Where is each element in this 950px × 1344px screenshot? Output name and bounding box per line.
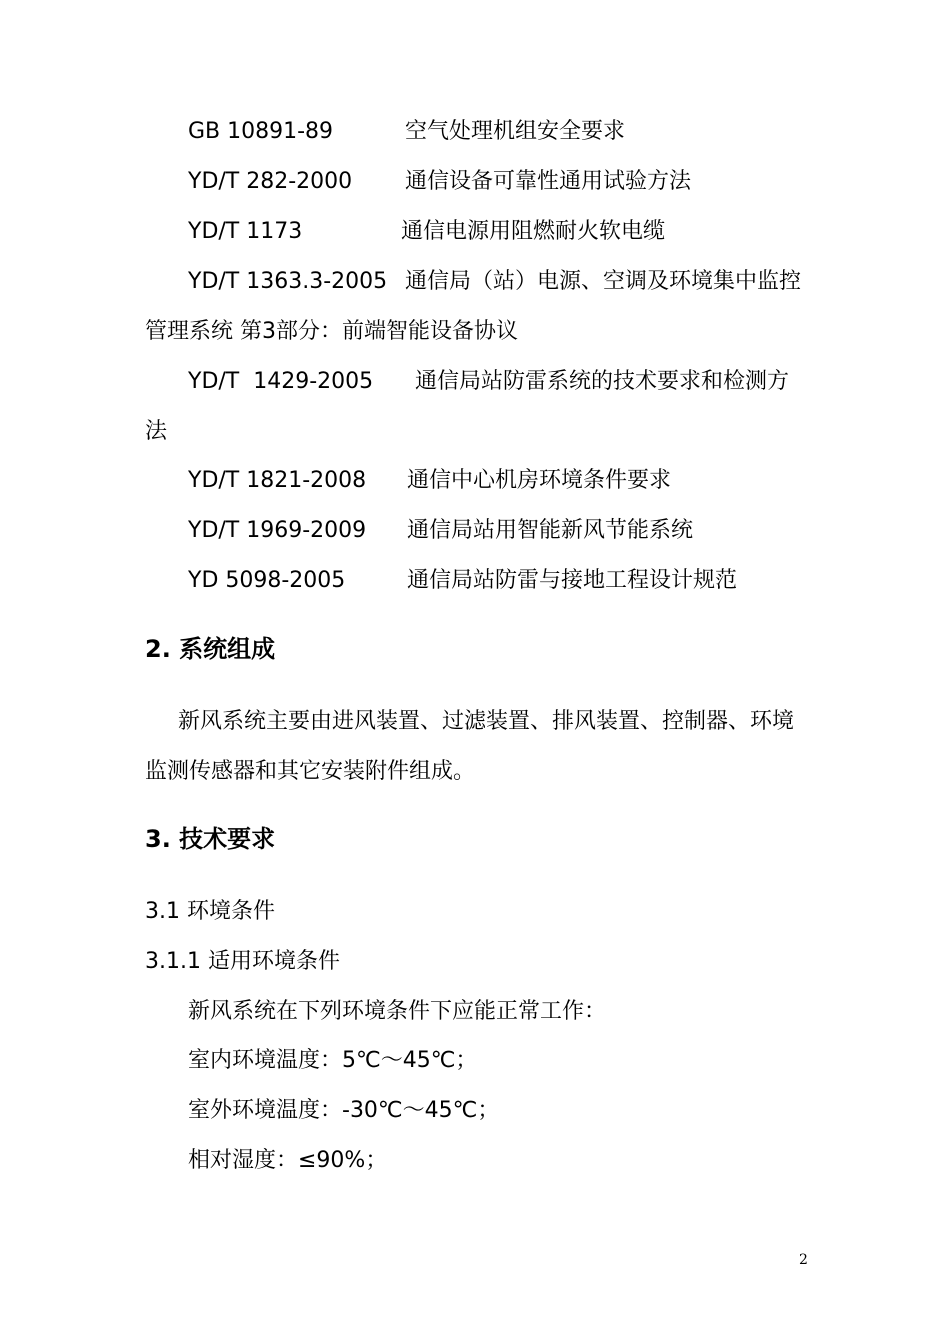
standard-name: 通信设备可靠性通用试验方法 [405, 169, 692, 194]
standard-name: 通信局（站）电源、空调及环境集中监控 [405, 269, 802, 294]
standard-code: GB 10891-89 [188, 119, 334, 144]
subsection-3-1-1-heading: 3.1.1 适用环境条件 [145, 949, 340, 974]
standard-name-continuation: 法 [145, 419, 168, 444]
standard-name: 通信电源用阻燃耐火软电缆 [401, 219, 666, 244]
standard-name: 通信局站防雷系统的技术要求和检测方 [415, 369, 790, 394]
condition-item: 室外环境温度：-30℃～45℃； [188, 1098, 500, 1123]
section-2-paragraph-line-2: 监测传感器和其它安装附件组成。 [145, 759, 476, 784]
section-3-heading: 3. 技术要求 [145, 825, 276, 853]
section-2-heading: 2. 系统组成 [145, 635, 276, 663]
condition-item: 相对湿度：≤90%； [188, 1148, 388, 1173]
page-number: 2 [799, 1252, 808, 1268]
condition-item: 室内环境温度：5℃～45℃； [188, 1048, 478, 1073]
standard-code: YD/T 1173 [188, 219, 303, 244]
standard-code: YD/T 1969-2009 [188, 518, 367, 543]
conditions-intro: 新风系统在下列环境条件下应能正常工作： [188, 999, 607, 1024]
standard-name-continuation: 管理系统 第3部分：前端智能设备协议 [145, 319, 518, 344]
standard-name: 通信中心机房环境条件要求 [407, 468, 672, 493]
standard-name: 通信局站防雷与接地工程设计规范 [407, 568, 738, 593]
standard-name: 通信局站用智能新风节能系统 [407, 518, 694, 543]
standard-code: YD/T 1363.3-2005 [188, 269, 388, 294]
standard-code: YD/T 282-2000 [188, 169, 353, 194]
subsection-3-1-heading: 3.1 环境条件 [145, 899, 275, 924]
standard-code: YD/T 1429-2005 [188, 369, 374, 394]
section-2-paragraph-line-1: 新风系统主要由进风装置、过滤装置、排风装置、控制器、环境 [178, 709, 795, 734]
standard-name: 空气处理机组安全要求 [405, 119, 626, 144]
standard-code: YD/T 1821-2008 [188, 468, 367, 493]
standard-code: YD 5098-2005 [188, 568, 346, 593]
